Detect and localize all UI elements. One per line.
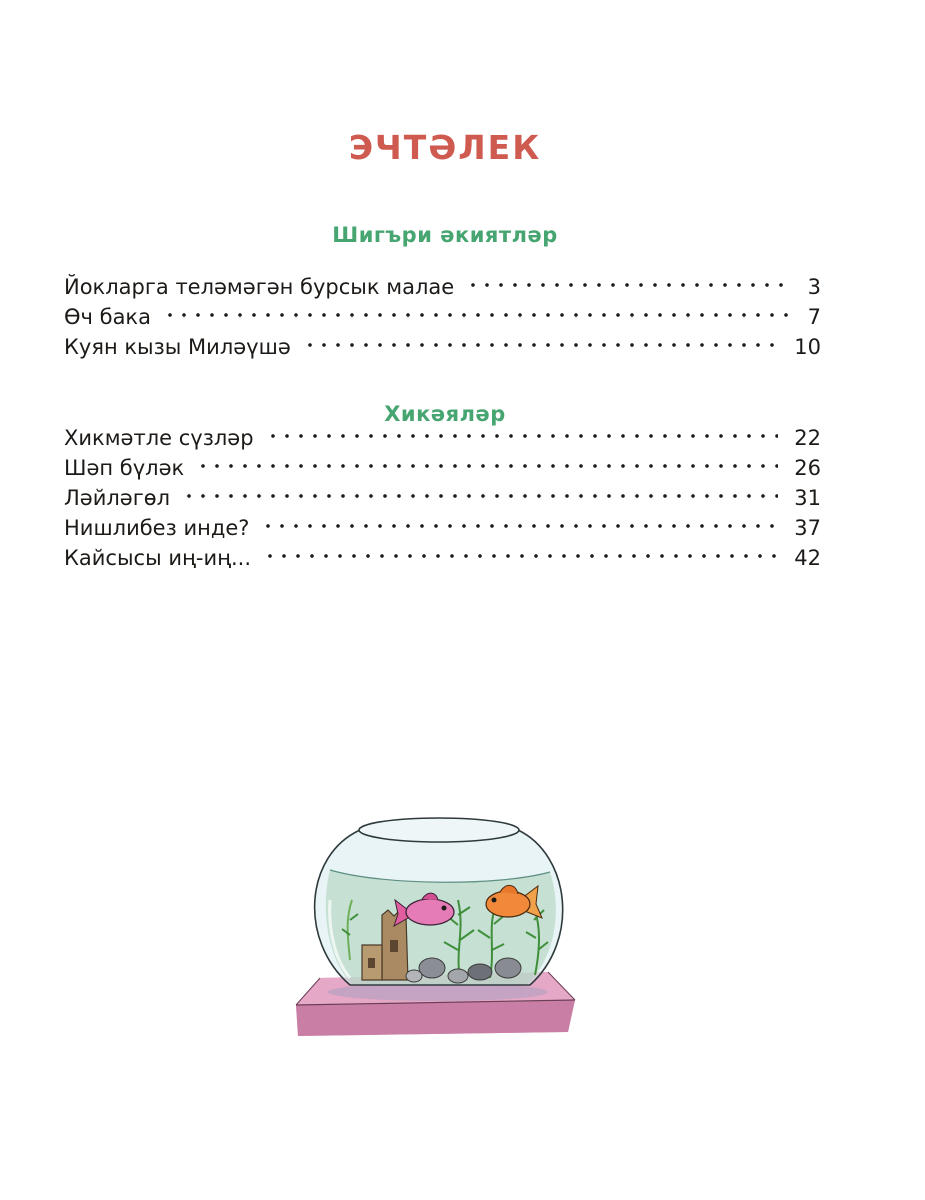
dot-leader (182, 475, 794, 505)
toc-entry-title: Нишлибез инде? (64, 516, 250, 540)
toc-entry[interactable] (64, 264, 821, 299)
dot-leader (466, 264, 807, 294)
toc-list-fairy-tales (64, 264, 821, 359)
fishbowl-illustration (290, 800, 600, 1050)
toc-list-stories (64, 415, 821, 570)
toc-entry[interactable] (64, 294, 821, 329)
toc-entry-page: 10 (794, 335, 821, 359)
toc-entry-title: Куян кызы Миләүшә (64, 335, 291, 359)
toc-entry-page: 22 (794, 426, 821, 450)
dot-leader (196, 445, 794, 475)
toc-entry-title: Хикмәтле сүзләр (64, 426, 254, 450)
toc-entry-title: Өч бака (64, 305, 151, 329)
toc-entry-title: Йокларга теләмәгән бурсык малае (64, 275, 455, 299)
toc-entry-title: Ләйләгөл (64, 486, 171, 510)
toc-entry[interactable] (64, 324, 821, 359)
toc-entry-page: 31 (794, 486, 821, 510)
toc-entry-title: Шәп бүләк (64, 456, 185, 480)
section-title-stories: Хикәяләр (384, 402, 506, 427)
toc-entry[interactable] (64, 415, 821, 450)
dot-leader (263, 535, 794, 565)
dot-leader (266, 415, 795, 445)
dot-leader (303, 324, 795, 354)
toc-entry-page: 37 (794, 516, 821, 540)
toc-entry-page: 3 (807, 275, 821, 299)
toc-entry-page: 7 (807, 305, 821, 329)
section-title-fairy-tales: Шигъри әкиятләр (332, 223, 558, 248)
toc-entry-title: Кайсысы иң-иң... (64, 546, 252, 570)
toc-entry-page: 42 (794, 546, 821, 570)
toc-entry-page: 26 (794, 456, 821, 480)
dot-leader (261, 505, 794, 535)
page-title: ЭЧТӘЛЕК (348, 128, 542, 168)
dot-leader (163, 294, 807, 324)
